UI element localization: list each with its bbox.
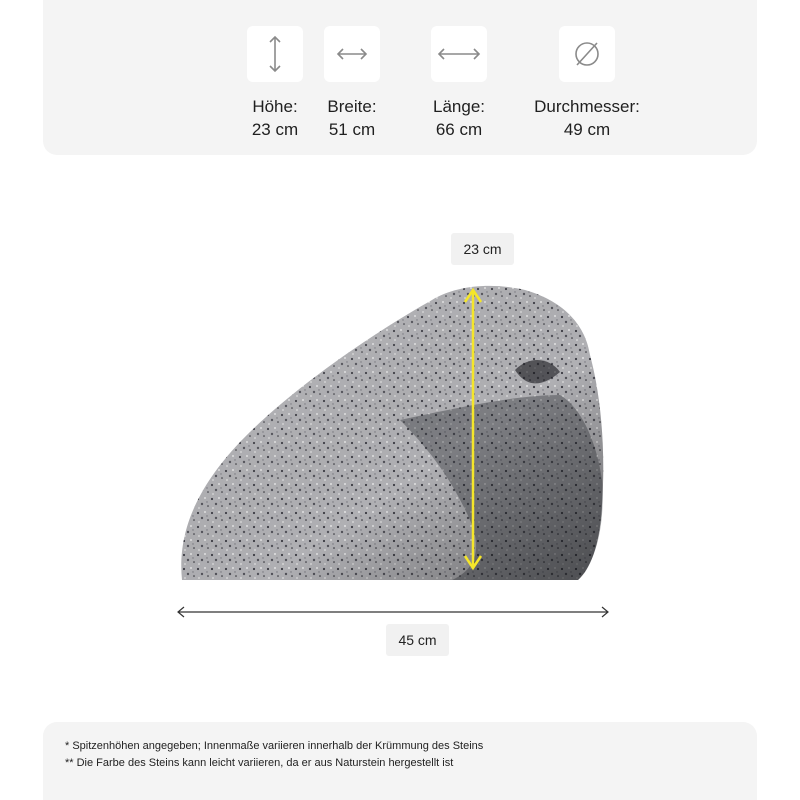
dimension-value: 66 cm (435, 120, 483, 139)
product-figure (0, 160, 800, 710)
height-badge: 23 cm (451, 233, 514, 265)
width-badge: 45 cm (386, 624, 449, 656)
note-color-variation: ** Die Farbe des Steins kann leicht variieren, da er aus Naturstein hergestellt ist (65, 757, 454, 769)
dimension-label: Durchmesser: (534, 97, 640, 116)
note-peak-heights: * Spitzenhöhen angegeben; Innenmaße variieren innerhalb der Krümmung des Steins (65, 740, 484, 752)
dimension-value: 49 cm (563, 120, 611, 139)
long-horizontal-double-arrow-icon (431, 26, 487, 82)
short-horizontal-double-arrow-icon (324, 26, 380, 82)
dimension-label: Breite: (327, 97, 377, 116)
dimension-label: Länge: (433, 97, 485, 116)
dimension-durchmesser (517, 26, 657, 142)
dimensions-panel (43, 0, 757, 155)
notes-panel (43, 722, 757, 800)
dimension-value: 51 cm (328, 120, 376, 139)
diameter-icon (559, 26, 615, 82)
dimension-value: 23 cm (251, 120, 299, 139)
dimension-label: Höhe: (252, 97, 298, 116)
dimension-laenge (389, 26, 529, 142)
